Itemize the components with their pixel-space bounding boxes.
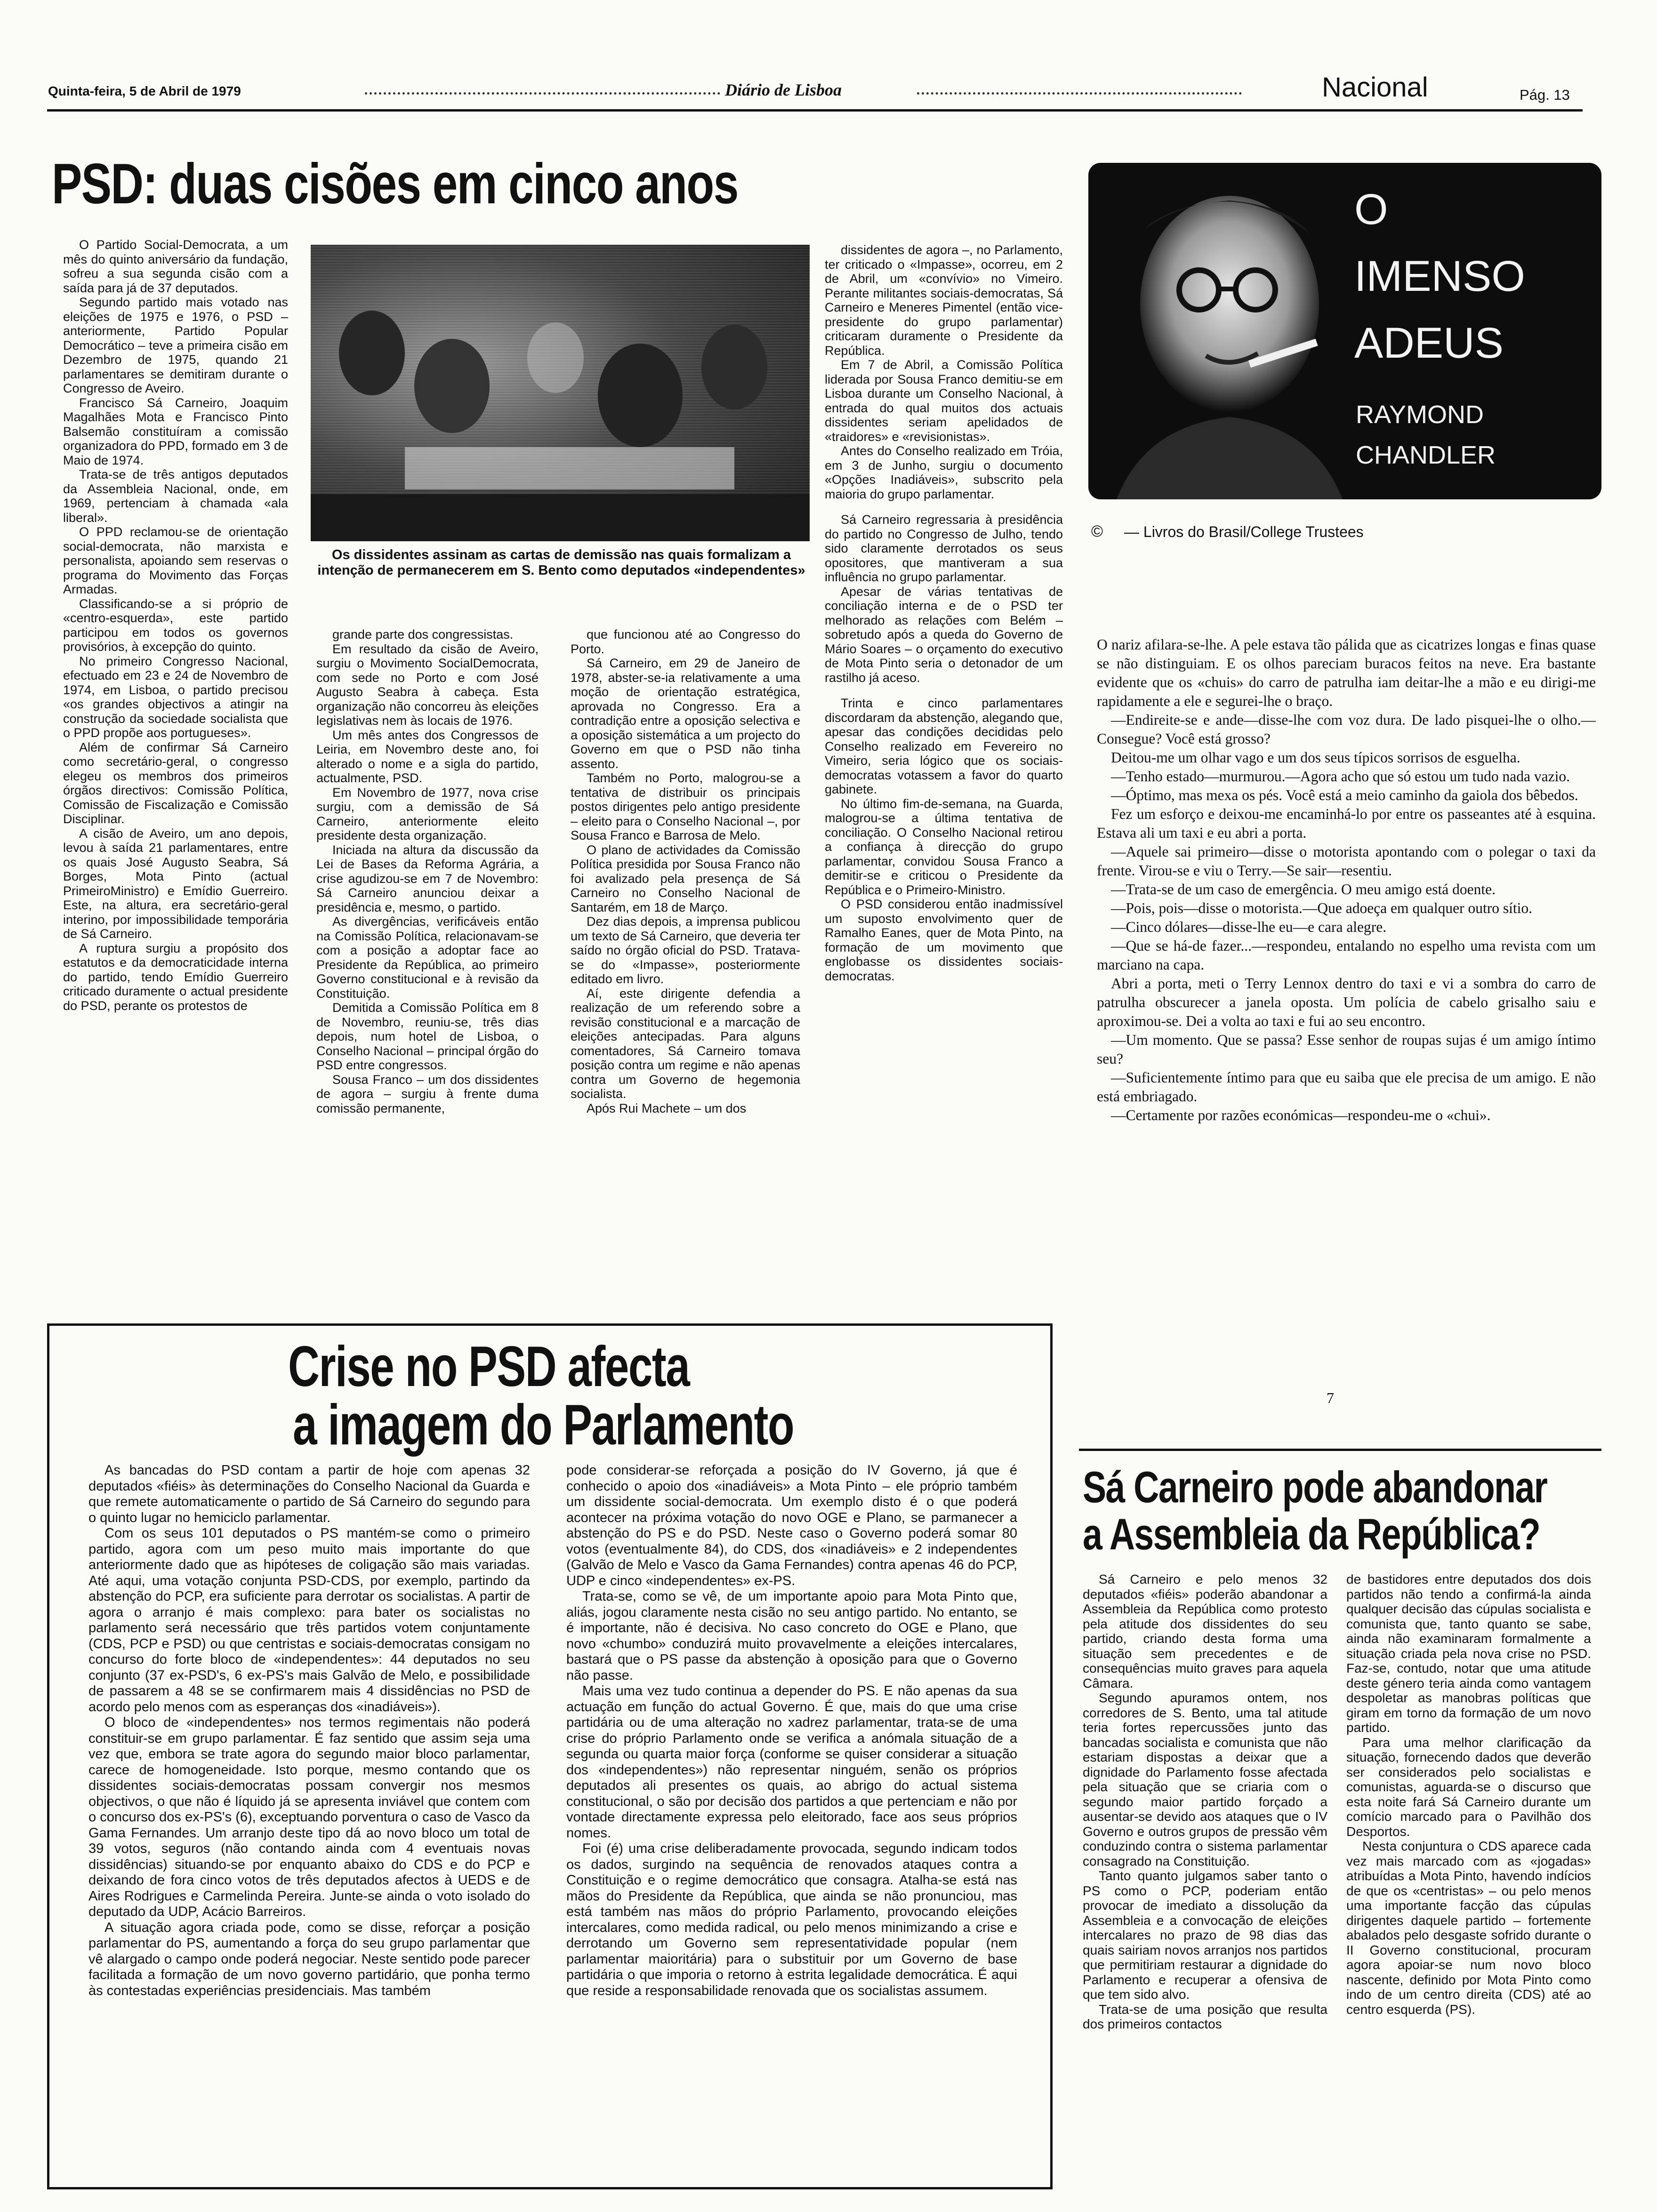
excerpt-paragraph: —Certamente por razões económicas—respondeu-me o «chui». <box>1111 1107 1491 1123</box>
excerpt-paragraph: —Suficientemente íntimo para que eu saiba que ele precisa de um amigo. E não está embriagado. <box>1097 1069 1596 1105</box>
sa-column-1 <box>1083 1572 1327 2198</box>
psd-paragraph: No último fim-de-semana, na Guarda, malogrou-se a última tentativa de conciliação. O Conselho Nacional retirou a confiança à direcção do grupo parlamentar, convidou Sousa Franco a demitir-se e criticou o Presidente da República e o Primeiro-Ministro. <box>825 796 1063 897</box>
sa-headline-line-2: a Assembleia da República? <box>1083 1509 1540 1559</box>
psd-paragraph: Sousa Franco – um dos dissidentes de agora – surgiu à frente duma comissão permanente, <box>316 1072 539 1115</box>
excerpt-paragraph: —Trata-se de um caso de emergência. O meu amigo está doente. <box>1111 881 1496 898</box>
crise-paragraph: A situação agora criada pode, como se disse, reforçar a posição parlamentar do PS, aumentando a força do seu grupo parlamentar que vê alargado o campo onde poderá negociar. Neste sentido pode parecer facilitada a formação de um novo governo partidário, que ponha termo às contestadas experiências presidenciais. Mas também <box>88 1920 530 1998</box>
psd-paragraph: Após Rui Machete – um dos <box>587 1101 747 1115</box>
psd-paragraph: Dez dias depois, a imprensa publicou um texto de Sá Carneiro, que deveria ter saído no órgão oficial do PSD. Tratava-se do «Impasse», posteriormente editado em livro. <box>571 914 800 986</box>
psd-paragraph: que funcionou até ao Congresso do Porto. <box>571 627 800 656</box>
psd-column-3 <box>571 627 800 1284</box>
masthead-page-number: Pág. 13 <box>1520 87 1570 103</box>
sa-paragraph: de bastidores entre deputados dos dois partidos não tendo a confirmá-la ainda qualquer decisão das cúpulas socialista e comunista que, tanto quanto se sabe, ainda não examinaram formalmente a situação criada pela nova crise no PSD. Faz-se, contudo, notar que uma atitude deste género teria ainda como vantagem despoletar as manobras políticas que giram em torno da formação de um novo partido. <box>1346 1572 1591 1735</box>
psd-column-4 <box>825 243 1063 1284</box>
excerpt-paragraph: —Tenho estado—murmurou.—Agora acho que só estou um tudo nada vazio. <box>1111 768 1570 785</box>
crise-paragraph: Trata-se, como se vê, de um importante apoio para Mota Pinto que, aliás, jogou claramente nesta cisão no seu antigo partido. No entanto, se é importante, não é decisiva. No caso concreto do OGE e Plano, que novo «chumbo» conduzirá muito provavelmente a eleições intercalares, bastará que o PS passe da abstenção à oposição para que o Governo não passe. <box>566 1589 1017 1683</box>
crise-paragraph: pode considerar-se reforçada a posição do IV Governo, já que é conhecido o apoio dos «inadiáveis» a Mota Pinto – ele próprio também um dissidente social-democrata. Um exemplo disto é o que poderá acontecer na próxima votação do novo OGE e Plano, se parmanecer a abstenção do PS e do PSD. Neste caso o Governo poderá somar 80 votos (eventualmente 84), do CDS, dos «inadiáveis» e 2 independentes (Galvão de Melo e Vasco da Gama Fernandes) contra apenas 46 do PCP, UDP e cinco «independentes» ex-PS. <box>566 1463 1017 1588</box>
psd-paragraph: A ruptura surgiu a propósito dos estatutos e da democraticidade interna do partido, tendo Emídio Guerreiro criticado duramente o actual presidente do PSD, perante os protestos de <box>63 941 288 1013</box>
masthead-dotted-rule-right <box>917 92 1242 95</box>
copyright-icon: © <box>1091 522 1103 540</box>
psd-paragraph: Sá Carneiro regressaria à presidência do partido no Congresso de Julho, tendo sido claramente derrotados os seus opositores, que mantiveram a sua influência no grupo parlamentar. <box>825 513 1063 584</box>
book-title-line: ADEUS <box>1354 319 1504 367</box>
excerpt-paragraph: O nariz afilara-se-lhe. A pele estava tão pálida que as cicatrizes longas e finas quase se não distinguiam. E os olhos pareciam buracos feitos na neve. Era bastante evidente que os «chuis» do carro de patrulha iam deitar-lhe a mão e eu dirigi-me rapidamente a ele e segurei-lhe o braço. <box>1097 636 1596 709</box>
psd-paragraph: Demitida a Comissão Política em 8 de Novembro, reuniu-se, três dias depois, num hotel de Lisboa, o Conselho Nacional – principal órgão do PSD entre congressos. <box>316 1001 539 1072</box>
sa-headline-line-1: Sá Carneiro pode abandonar <box>1083 1462 1547 1512</box>
excerpt-paragraph: Deitou-me um olhar vago e um dos seus típicos sorrisos de esguelha. <box>1111 749 1520 766</box>
sa-paragraph: Sá Carneiro e pelo menos 32 deputados «fiéis» poderão abandonar a Assembleia da República como protesto pela atitude dos dissidentes do seu partido, criando desta forma uma situação sem precedentes e de consequências muito graves para aquela Câmara. <box>1083 1572 1327 1691</box>
psd-paragraph: Apesar de várias tentativas de conciliação interna e de o PSD ter melhorado as relações com Belém – sobretudo após a queda do Governo de Mário Soares – o orçamento do executivo de Mota Pinto seria o detonador de um rastilho já aceso. <box>825 584 1063 685</box>
masthead-date: Quinta-feira, 5 de Abril de 1979 <box>48 84 241 98</box>
psd-paragraph: Segundo partido mais votado nas eleições de 1975 e 1976, o PSD – anteriormente, Partido Popular Democrático – teve a primeira cisão em Dezembro de 1975, quando 21 parlamentares se demitiram durante o Congresso de Aveiro. <box>63 295 288 395</box>
crise-paragraph: Mais uma vez tudo continua a depender do PS. E não apenas da sua actuação em função do actual Governo. É que, mais do que uma crise partidária ou de uma alteração no xadrez parlamentar, trata-se de uma crise do próprio Parlamento onde se verifica a anómala situação de a segunda ou quarta maior força (conforme se quiser considerar a situação dos «independentes») não representar ninguém, senão os próprios deputados ali presentes os quais, ao abrigo do actual sistema constitucional, o são por decisão dos partidos a que pertenciam e não por vontade directamente expressa pelo eleitorado, face aos seus próprios nomes. <box>566 1683 1017 1841</box>
dissidents-photo <box>311 245 810 541</box>
psd-paragraph: A cisão de Aveiro, um ano depois, levou à saída 21 parlamentares, entre os quais José Augusto Seabra, Sá Borges, Mota Pinto (actual PrimeiroMinistro) e Emídio Guerreiro. Este, na altura, era secretário-geral interino, por impossibilidade temporária de Sá Carneiro. <box>63 826 288 941</box>
masthead-section: Nacional <box>1322 72 1428 103</box>
psd-column-2 <box>316 627 539 1284</box>
excerpt-paragraph: —Endireite-se e ande—disse-lhe com voz dura. De lado pisquei-lhe o olho.—Consegue? Você está grosso? <box>1097 712 1596 747</box>
sa-paragraph: Nesta conjuntura o CDS aparece cada vez mais marcado com as «jogadas» atribuídas a Mota Pinto, havendo indícios de que os «centristas» – ou pelo menos uma importante facção das cúpulas dirigentes daquele partido – fortemente abalados pelo desgaste sofrido durante o II Governo constitucional, procuram agora apoiar-se num novo bloco nascente, definido por Mota Pinto como indo de um centro direita (CDS) até ao centro esquerda (PS). <box>1346 1839 1591 2017</box>
psd-paragraph: Um mês antes dos Congressos de Leiria, em Novembro deste ano, foi alterado o nome e a sigla do partido, actualmente, PSD. <box>316 728 539 785</box>
psd-paragraph: Além de confirmar Sá Carneiro como secretário-geral, o congresso elegeu os membros dos primeiros órgãos directivos: Comissão Política, Comissão de Fiscalização e Comissão Disciplinar. <box>63 740 288 826</box>
sa-paragraph: Segundo apuramos ontem, nos corredores de S. Bento, uma tal atitude teria fortes repercussões junto das bancadas socialista e comunista que não estariam dispostas a deixar que a dignidade do Parlamento fosse afectada pela situação que se criaria com o segundo maior partido forçado a ausentar-se devido aos ataques que o IV Governo e outros grupos de pressão vêm conduzindo contra o sistema parlamentar consagrado na Constituição. <box>1083 1691 1327 1868</box>
book-title-line: IMENSO <box>1354 252 1525 300</box>
crise-headline-line-2: a imagem do Parlamento <box>293 1393 794 1457</box>
crise-headline-line-1: Crise no PSD afecta <box>288 1334 690 1398</box>
excerpt-paragraph: —Pois, pois—disse o motorista.—Que adoeça em qualquer outro sítio. <box>1111 900 1532 916</box>
psd-paragraph: Antes do Conselho realizado em Tróia, em 3 de Junho, surgiu o documento «Opções Inadiáveis», subscrito pela maioria do grupo parlamentar. <box>825 444 1063 501</box>
excerpt-paragraph: —Cinco dólares—disse-lhe eu—e cara alegre. <box>1111 919 1387 935</box>
crise-paragraph: As bancadas do PSD contam a partir de hoje com apenas 32 deputados «fiéis» às determinações do Conselho Nacional da Guarda e que remete automaticamente o partido de Sá Carneiro do segundo para o quinto lugar no hemiciclo parlamentar. <box>88 1463 530 1525</box>
psd-headline: PSD: duas cisões em cinco anos <box>52 152 738 216</box>
crise-paragraph: Foi (é) uma crise deliberadamente provocada, segundo indicam todos os dados, surgindo na sequência de renovados ataques contra a Constituição e o regime democrático que consagra. Atalha-se está nas mãos do Presidente da República, que ainda se não pronunciou, mas está também nas mãos do próprio Parlamento, provocando eleições intercalares, como medida radical, ou pelo menos minimizando a crise e derrotando um Governo sem representatividade popular (nem parlamentar maioritária) para o substituir por um Governo de base partidária o que imporia o retorno à estrita legalidade democrática. É aqui que reside a responsabilidade renovada que os socialistas assumem. <box>566 1841 1017 1998</box>
psd-paragraph: Trinta e cinco parlamentares discordaram da abstenção, alegando que, apesar das condições decididas pelo Conselho realizado em Fevereiro no Vimeiro, seria lógico que os sociais-democratas votassem a favor do quarto gabinete. <box>825 696 1063 796</box>
psd-paragraph: Classificando-se a si próprio de «centro-esquerda», este partido participou em todos os governos provisórios, à excepção do quinto. <box>63 596 288 654</box>
book-author <box>1356 394 1496 475</box>
psd-paragraph: dissidentes de agora –, no Parlamento, ter criticado o «Impasse», ocorreu, em 2 de Abril, um «convívio» no Vimeiro. Perante militantes sociais-democratas, Sá Carneiro e Meneres Pimentel (então vice-presidente do grupo parlamentar) criticaram duramente o Presidente da República. <box>825 243 1063 358</box>
psd-paragraph: No primeiro Congresso Nacional, efectuado em 23 e 24 de Novembro de 1974, em Lisboa, o partido precisou «os grandes objectivos a atingir na construção da sociedade socialista que o PPD propõe aos portugueses». <box>63 654 288 740</box>
psd-paragraph: O Partido Social-Democrata, a um mês do quinto aniversário da fundação, sofreu a sua segunda cisão com a saída para já de 37 deputados. <box>63 238 288 295</box>
sa-article-top-rule <box>1079 1449 1601 1451</box>
book-author-line: CHANDLER <box>1356 441 1496 469</box>
book-title <box>1354 176 1525 377</box>
excerpt-paragraph: —Aquele sai primeiro—disse o motorista apontando com o polegar o taxi da frente. Virou-se e viu o Terry.—Se sair—resentiu. <box>1097 843 1596 879</box>
psd-paragraph: Também no Porto, malogrou-se a tentativa de distribuir os principais postos dirigentes pelo antigo presidente – eleito para o Conselho Nacional –, por Sousa Franco e Barrosa de Melo. <box>571 771 800 842</box>
psd-paragraph: grande parte dos congressistas. <box>332 627 514 641</box>
psd-paragraph: Francisco Sá Carneiro, Joaquim Magalhães Mota e Francisco Pinto Balsemão constituíram a comissão organizadora do PPD, formado em 3 de Maio de 1974. <box>63 395 288 467</box>
psd-paragraph: O PPD reclamou-se de orientação social-democrata, não marxista e personalista, apoiando sem reservas o programa do Movimento das Forças Armadas. <box>63 525 288 596</box>
psd-column-1 <box>63 238 288 1282</box>
photo-caption: Os dissidentes assinam as cartas de demissão nas quais formalizam a intenção de permanecerem em S. Bento como deputados «independentes» <box>317 547 805 578</box>
crise-paragraph: Com os seus 101 deputados o PS mantém-se como o primeiro partido, agora com um peso muito mais importante do que anteriormente dado que as hipóteses de coligação são mais variadas. Até aqui, uma votação conjunta PSD-CDS, por exemplo, partindo da abstenção do PCP, era suficiente para derrotar os socialistas. A partir de agora o arranjo é mais complexo: para bater os socialistas no parlamento será necessário que três partidos votem conjuntamente (CDS, PCP e PSD) ou que centristas e sociais-democratas consigam no concurso do forte bloco de «independentes»: 44 deputados no seu conjunto (37 ex-PSD's, 6 ex-PS's mais Galvão de Melo, e possibilidade de passarem a 48 se se confirmarem mais 4 dissidências no PSD de acordo pelo menos com as esperanças dos «inadiáveis»). <box>88 1526 530 1715</box>
psd-paragraph: Iniciada na altura da discussão da Lei de Bases da Reforma Agrária, a crise agudizou-se em 7 de Novembro: Sá Carneiro anunciou deixar a presidência e, mesmo, o partido. <box>316 842 539 914</box>
book-ad-box <box>1088 163 1601 499</box>
psd-paragraph: Em Novembro de 1977, nova crise surgiu, com a demissão de Sá Carneiro, anteriormente eleito presidente desta organização. <box>316 785 539 842</box>
sa-column-2 <box>1346 1572 1591 2198</box>
psd-paragraph: Sá Carneiro, em 29 de Janeiro de 1978, abster-se-ia relativamente a uma moção de orientação estratégica, aprovada no Congresso. Era a contradição entre a oposição selectiva e a oposição sistemática a um projecto do Governo em que o PSD não tinha assento. <box>571 656 800 771</box>
excerpt-paragraph: Fez um esforço e deixou-me encaminhá-lo por entre os passeantes até à esquina. Estava ali um taxi e eu abri a porta. <box>1097 806 1596 841</box>
crise-column-1 <box>88 1463 530 2159</box>
excerpt-paragraph: Abri a porta, meti o Terry Lennox dentro do taxi e vi a sombra do carro de patrulha obscurecer a janela oposta. Um polícia de cabelo grisalho saiu e aproximou-se. Dei a volta ao taxi e fui ao seu encontro. <box>1097 975 1596 1029</box>
excerpt-paragraph: —Um momento. Que se passa? Esse senhor de roupas sujas é um amigo íntimo seu? <box>1097 1032 1596 1067</box>
excerpt-chapter-number: 7 <box>1327 1389 1334 1406</box>
masthead-dotted-rule-left <box>365 92 720 95</box>
psd-paragraph: O plano de actividades da Comissão Política presidida por Sousa Franco não foi avalizado pela presença de Sá Carneiro no Conselho Nacional de Santarém, em 18 de Março. <box>571 842 800 914</box>
sa-paragraph: Trata-se de uma posição que resulta dos primeiros contactos <box>1083 2002 1327 2031</box>
psd-paragraph: Trata-se de três antigos deputados da Assembleia Nacional, onde, em 1969, pertenciam à chamada «ala liberal». <box>63 467 288 525</box>
masthead-paper-name: Diário de Lisboa <box>725 80 842 99</box>
psd-paragraph: As divergências, verificáveis então na Comissão Política, relacionavam-se com a posição a adoptar face ao Presidente da República, ao primeiro Governo constitucional e à revisão da Constituição. <box>316 914 539 1001</box>
novel-excerpt <box>1097 635 1596 1360</box>
book-author-line: RAYMOND <box>1356 401 1484 429</box>
psd-paragraph: O PSD considerou então inadmissível um suposto envolvimento quer de Ramalho Eanes, quer de Mota Pinto, na formação de um movimento que englobasse os dissidentes sociais-democratas. <box>825 897 1063 983</box>
chandler-portrait-image <box>1088 163 1352 499</box>
excerpt-paragraph: —Que se há-de fazer...—respondeu, entalando no espelho uma revista com um marciano na capa. <box>1097 938 1596 973</box>
sa-paragraph: Tanto quanto julgamos saber tanto o PS como o PCP, poderiam então provocar de imediato a dissolução da Assembleia e a convocação de eleições intercalares no prazo de 98 dias das quais sairiam novos arranjos nos partidos que permitiriam restaurar a dignidade do Parlamento e recuperar a ofensiva de que tem sido alvo. <box>1083 1868 1327 2002</box>
book-credit: — Livros do Brasil/College Trustees <box>1124 523 1364 540</box>
sa-paragraph: Para uma melhor clarificação da situação, fornecendo dados que deverão ser considerados pelo socialistas e comunistas, aguarda-se o discurso que esta noite fará Sá Carneiro durante um comício marcado para o Pavilhão dos Desportos. <box>1346 1735 1591 1839</box>
crise-paragraph: O bloco de «independentes» nos termos regimentais não poderá constituir-se em grupo parlamentar. É faz sentido que assim seja uma vez que, embora se trate agora do segundo maior bloco parlamentar, carece de homogeneidade. Isto porque, mesmo contando que os dissidentes sociais-democratas possam convergir nos mesmos objectivos, o que não é líquido já se apresenta inviável que contem com o concurso dos ex-PS's (6), exceptuando porventura o caso de Vasco da Gama Fernandes. Um arranjo deste tipo dá ao novo bloco um total de 39 votos, seguros (não contando ainda com 4 eventuais novas dissidências) situando-se por enquanto abaixo do CDS e do PCP e deixando de fora cinco votos de três deputados afectos à UEDS e de Aires Rodrigues e Carmelinda Pereira. Junte-se ainda o voto isolado do deputado da UDP, Acácio Barreiros. <box>88 1715 530 1919</box>
psd-paragraph: Em resultado da cisão de Aveiro, surgiu o Movimento SocialDemocrata, com sede no Porto e com José Augusto Seabra à cabeça. Esta organização não concorreu às eleições legislativas nem às locais de 1976. <box>316 641 539 728</box>
crise-column-2 <box>566 1463 1017 2159</box>
psd-paragraph: Aí, este dirigente defendia a realização de um referendo sobre a revisão constitucional e a marcação de eleições antecipadas. Para alguns comentadores, Sá Carneiro tomava posição contra um regime e não apenas contra um Governo de hegemonia socialista. <box>571 986 800 1101</box>
excerpt-paragraph: —Óptimo, mas mexa os pés. Você está a meio caminho da gaiola dos bêbedos. <box>1111 787 1578 803</box>
psd-paragraph: Em 7 de Abril, a Comissão Política liderada por Sousa Franco demitiu-se em Lisboa durante um Conselho Nacional, à entrada do qual muitos dos actuais dissidentes seriam apelidados de «traidores» e «revisionistas». <box>825 358 1063 444</box>
masthead-rule <box>47 109 1583 112</box>
book-title-line: O <box>1354 185 1388 233</box>
